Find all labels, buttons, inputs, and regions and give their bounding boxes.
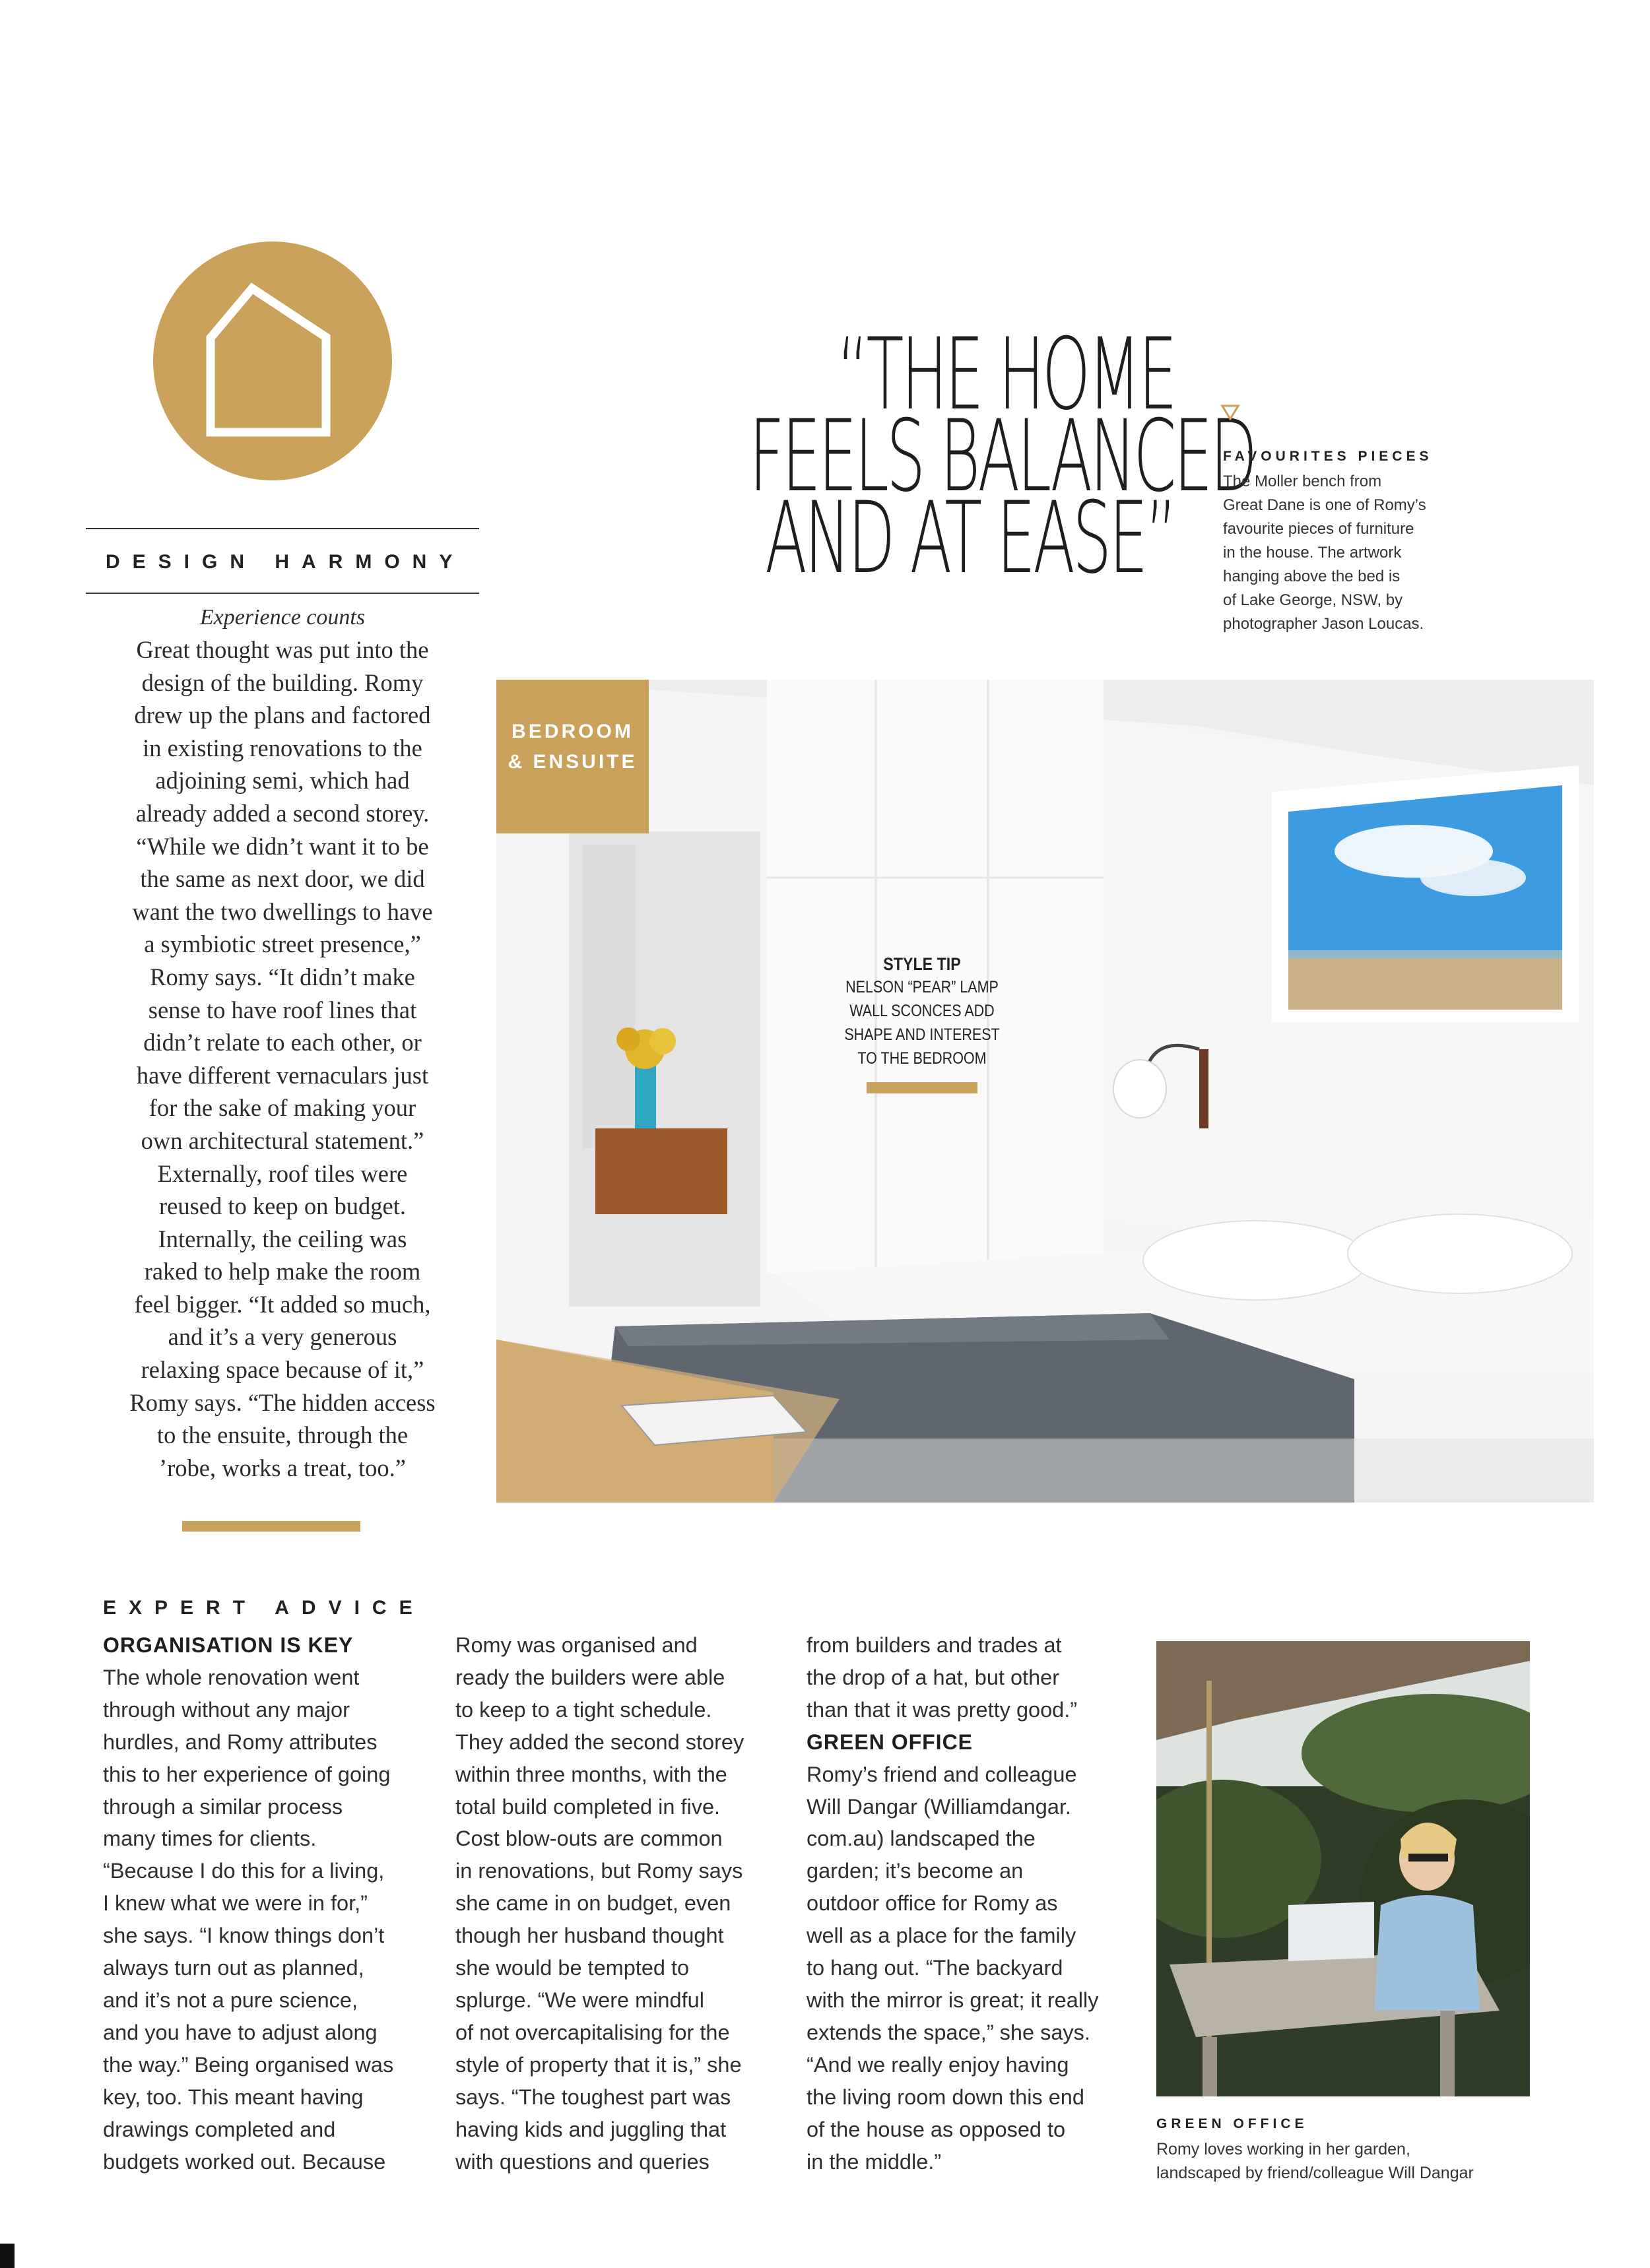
column-line: budgets worked out. Because (103, 2149, 386, 2174)
caption-line: The Moller bench from (1223, 472, 1382, 490)
expert-column-2 (455, 1629, 812, 2178)
column-line: I knew what we were in for,” (103, 1891, 368, 1916)
column-line: through a similar process (103, 1794, 343, 1819)
brand-logo (153, 242, 392, 480)
favourites-caption-title: FAVOURITES PIECES (1223, 449, 1433, 464)
article-line: Romy says. “It didn’t make (150, 963, 415, 990)
triangle-down-icon (1221, 405, 1239, 420)
expert-column-1 (103, 1629, 459, 2178)
column-line: the drop of a hat, but other (807, 1665, 1060, 1689)
quote-line: “THE HOME (837, 317, 1175, 432)
column-line: Romy’s friend and colleague (807, 1762, 1077, 1786)
quote-line: AND AT EASE” (765, 481, 1175, 596)
article-line: Great thought was put into the (136, 636, 429, 663)
article-line: and it’s a very generous (168, 1323, 397, 1351)
column-line: the living room down this end (807, 2085, 1084, 2109)
heading-rule-bottom (86, 593, 479, 594)
badge-line: BEDROOM (512, 721, 634, 742)
article-line: have different vernaculars just (136, 1061, 429, 1089)
column-text (807, 1759, 1163, 2178)
style-tip-gold-bar (867, 1082, 977, 1093)
article-line: raked to help make the room (144, 1258, 421, 1285)
house-outline-icon (153, 242, 392, 480)
article-line: Internally, the ceiling was (158, 1225, 407, 1252)
column-line: of not overcapitalising for the (455, 2020, 730, 2044)
article-line: in existing renovations to the (143, 734, 422, 761)
article-line: relaxing space because of it,” (141, 1356, 424, 1384)
style-tip-title: STYLE TIP (883, 954, 961, 974)
column-line: in the middle.” (807, 2149, 942, 2174)
column-line: splurge. “We were mindful (455, 1988, 704, 2012)
column-line: ready the builders were able (455, 1665, 725, 1689)
quote-line: FEELS BALANCED (749, 399, 1255, 514)
article-line: sense to have roof lines that (148, 996, 417, 1023)
article-line: Romy says. “The hidden access (129, 1388, 436, 1416)
bedroom-illustration (496, 680, 1594, 1503)
column-line: always turn out as planned, (103, 1956, 364, 1980)
subheading-green-office: GREEN OFFICE (807, 1730, 974, 1754)
column-line: with questions and queries (455, 2149, 710, 2174)
column-line: this to her experience of going (103, 1762, 391, 1786)
design-harmony-article (98, 602, 467, 1484)
column-line: says. “The toughest part was (455, 2085, 731, 2109)
column-line: garden; it’s become an (807, 1859, 1024, 1883)
subheading-organisation: ORGANISATION IS KEY (103, 1633, 354, 1657)
column-line: with the mirror is great; it really (807, 1988, 1099, 2012)
column-line: key, too. This meant having (103, 2085, 364, 2109)
column-text (807, 1629, 1163, 1726)
caption-line: hanging above the bed is (1223, 567, 1401, 585)
article-line: for the sake of making your (148, 1094, 416, 1122)
column-line: though her husband thought (455, 1924, 724, 1948)
caption-line: landscaped by friend/colleague Will Dangar (1156, 2164, 1474, 2182)
column-line: having kids and juggling that (455, 2117, 727, 2141)
column-line: Cost blow-outs are common (455, 1827, 723, 1851)
column-line: hurdles, and Romy attributes (103, 1730, 378, 1754)
column-line: many times for clients. (103, 1827, 317, 1851)
column-line: extends the space,” she says. (807, 2020, 1090, 2044)
column-line: of the house as opposed to (807, 2117, 1066, 2141)
article-line: already added a second storey. (135, 799, 430, 827)
column-line: They added the second storey (455, 1730, 744, 1754)
article-body (98, 633, 467, 1484)
column-line: “And we really enjoy having (807, 2052, 1069, 2077)
column-line: Will Dangar (Williamdangar. (807, 1794, 1071, 1819)
style-tip (813, 953, 1031, 1093)
garden-illustration (1156, 1641, 1530, 2096)
garden-office-photo (1156, 1641, 1530, 2096)
article-line: reused to keep on budget. (158, 1192, 407, 1220)
article-kicker: Experience counts (199, 605, 366, 630)
page-corner-mark (0, 2244, 15, 2268)
badge-line: & ENSUITE (508, 751, 638, 773)
column-line: “Because I do this for a living, (103, 1859, 385, 1883)
column-line: Romy was organised and (455, 1633, 698, 1657)
column-line: drawings completed and (103, 2117, 336, 2141)
article-line: adjoining semi, which had (155, 767, 410, 794)
column-line: style of property that it is,” she (455, 2052, 742, 2077)
style-tip-line: TO THE BEDROOM (857, 1049, 987, 1068)
column-text (455, 1629, 812, 2178)
article-line: feel bigger. “It added so much, (134, 1290, 431, 1318)
column-line: the way.” Being organised was (103, 2052, 394, 2077)
gold-divider (182, 1521, 360, 1532)
section-heading-expert-advice: EXPERT ADVICE (103, 1597, 425, 1619)
column-line: she would be tempted to (455, 1956, 690, 1980)
style-tip-line: NELSON “PEAR” LAMP (845, 978, 999, 996)
column-line: within three months, with the (455, 1762, 727, 1786)
column-line: total build completed in five. (455, 1794, 721, 1819)
garden-caption-body (1156, 2137, 1552, 2185)
favourites-caption-body (1223, 470, 1487, 636)
column-line: The whole renovation went (103, 1665, 360, 1689)
column-line: she came in on budget, even (455, 1891, 731, 1916)
column-text (103, 1662, 459, 2178)
caption-line: Romy loves working in her garden, (1156, 2140, 1410, 2158)
article-line: ’robe, works a treat, too.” (159, 1454, 406, 1481)
column-line: and it’s not a pure science, (103, 1988, 358, 2012)
article-line: design of the building. Romy (141, 668, 424, 696)
column-line: she says. “I know things don’t (103, 1924, 385, 1948)
section-heading-design-harmony: DESIGN HARMONY (106, 551, 465, 573)
article-line: a symbiotic street presence,” (144, 930, 421, 958)
heading-rule-top (86, 528, 479, 529)
column-line: com.au) landscaped the (807, 1827, 1036, 1851)
bedroom-ensuite-badge (496, 680, 649, 833)
column-line: in renovations, but Romy says (455, 1859, 743, 1883)
column-line: and you have to adjust along (103, 2020, 378, 2044)
column-line: from builders and trades at (807, 1633, 1062, 1657)
column-line: to hang out. “The backyard (807, 1956, 1063, 1980)
bedroom-photo (496, 680, 1594, 1503)
article-line: the same as next door, we did (140, 865, 425, 893)
style-tip-line: WALL SCONCES ADD (849, 1002, 995, 1020)
column-line: through without any major (103, 1697, 350, 1722)
article-line: want the two dwellings to have (132, 897, 433, 925)
article-line: didn’t relate to each other, or (143, 1029, 422, 1056)
article-line: Externally, roof tiles were (157, 1159, 408, 1187)
caption-line: of Lake George, NSW, by (1223, 591, 1403, 609)
column-line: to keep to a tight schedule. (455, 1697, 712, 1722)
column-line: well as a place for the family (807, 1924, 1076, 1948)
style-tip-line: SHAPE AND INTEREST (844, 1025, 1000, 1044)
caption-line: in the house. The artwork (1223, 544, 1402, 562)
article-line: drew up the plans and factored (134, 701, 431, 729)
caption-line: photographer Jason Loucas. (1223, 615, 1424, 633)
caption-line: favourite pieces of furniture (1223, 520, 1414, 538)
caption-line: Great Dane is one of Romy’s (1223, 496, 1426, 514)
expert-column-3 (807, 1629, 1163, 2178)
article-line: “While we didn’t want it to be (136, 832, 429, 860)
column-line: outdoor office for Romy as (807, 1891, 1058, 1916)
article-line: own architectural statement.” (141, 1126, 424, 1154)
pull-quote (749, 317, 1255, 596)
column-line: than that it was pretty good.” (807, 1697, 1078, 1722)
article-line: to the ensuite, through the (156, 1421, 409, 1449)
garden-caption-title: GREEN OFFICE (1156, 2116, 1308, 2131)
